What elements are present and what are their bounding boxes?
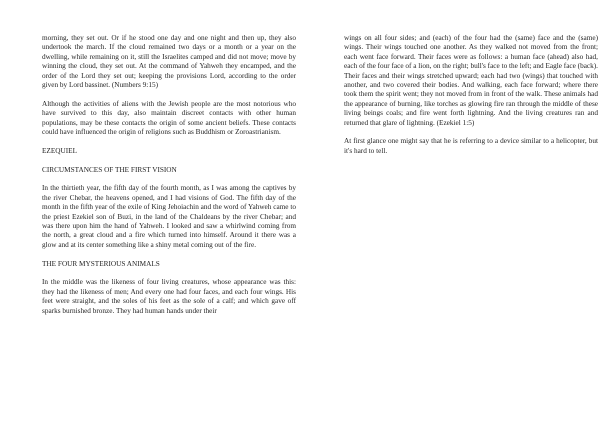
animals-heading: THE FOUR MYSTERIOUS ANIMALS — [42, 259, 160, 268]
ezekiel-passage-paragraph: wings on all four sides; and (each) of the four had the (same) face and the (same) wings. Their wings touched one another. As they walked not moved from the front; each went face forward. Their faces were as follows: a human face (ahead) also had, each of the four face of a lion, on the right; bull's face to the left; and Eagle face (back). Their faces and their wings stretched upward; each had two (wings) that touched with another, and two covered their bodies. And walking, each face forward; where there took them the spirit went; they not moved from in front of the walk. These animals had the appearance of burning, like torches as glowing fire ran through the middle of these living beings coals; and fire went forth lightning. And the living creatures ran and returned that glare of lightning. (Ezekiel 1:5) — [344, 34, 598, 127]
right-page — [344, 34, 598, 166]
vision-paragraph: In the thirtieth year, the fifth day of the fourth month, as I was among the captives by the river Chebar, the heavens opened, and I had visions of God. The fifth day of the month in the fifth year of the exile of King Jehoiachin and the word of Yahweh came to the priest Ezekiel son of Buzi, in the land of the Chaldeans by the river Chebar; and was there upon him the hand of Yahweh. I looked and saw a whirlwind coming from the north, a great cloud and a fire which turned into himself. Around it there was a glow and at its center something like a shiny metal coming out of the fire. — [42, 184, 296, 249]
animals-paragraph: In the middle was the likeness of four living creatures, whose appearance was this: they had the likeness of men; And every one had four faces, and each four wings. His feet were straight, and the soles of his feet as the sole of a calf; and which gave off sparks burnished bronze. They had human hands under their — [42, 278, 296, 315]
left-page — [42, 34, 296, 325]
vision-heading: CIRCUMSTANCES OF THE FIRST VISION — [42, 165, 177, 174]
numbers-passage-paragraph: morning, they set out. Or if he stood one day and one night and then up, they also undertook the march. If the cloud remained two days or a month or a year on the dwelling, while remaining on it, still the Israelites camped and did not move; move by winning the cloud, they set out. At the command of Yahweh they encamped, and the order of the Lord they set out; keeping the provisions Lord, according to the order given by Lord bassinet. (Numbers 9:15) — [42, 34, 296, 90]
alien-contacts-paragraph: Although the activities of aliens with the Jewish people are the most notorious who have survived to this day, also maintain discreet contacts with other human populations, may be these contacts the origin of some ancient beliefs. These contacts could have influenced the origin of religions such as Buddhism or Zoroastrianism. — [42, 99, 296, 137]
book-heading: EZEQUIEL — [42, 146, 78, 155]
helicopter-comment-paragraph: At first glance one might say that he is referring to a device similar to a helicopter, but it's hard to tell. — [344, 137, 598, 155]
